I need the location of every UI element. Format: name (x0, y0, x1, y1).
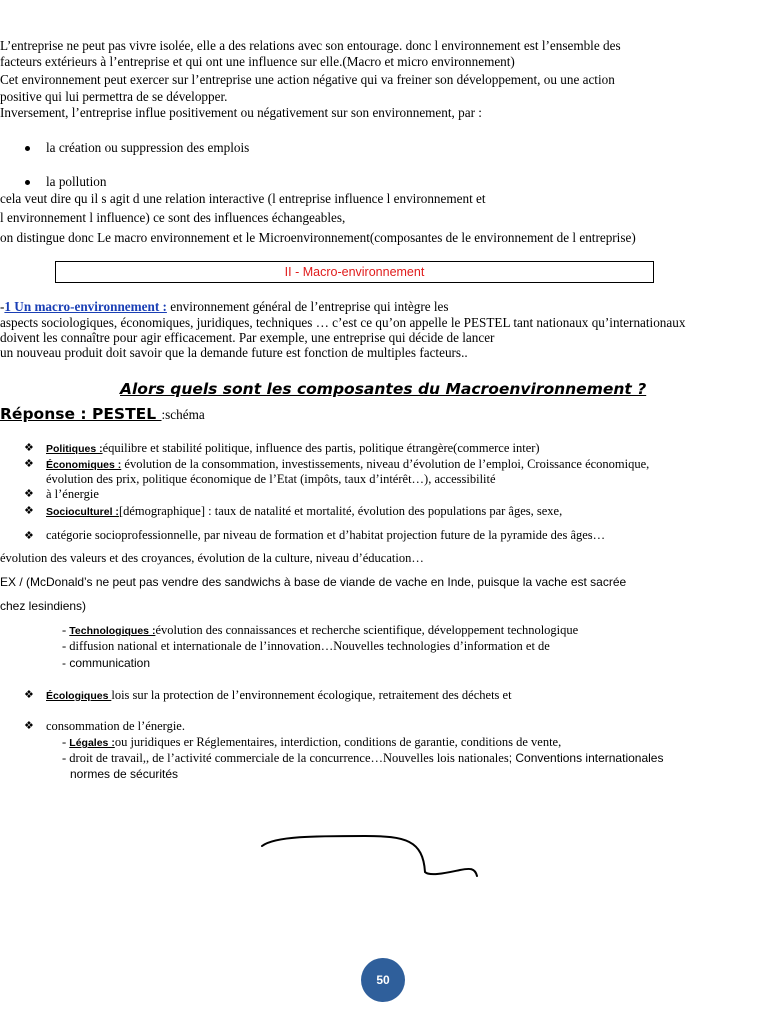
techno-label: Technologiques : (69, 625, 156, 637)
socio-label: Socioculturel : (46, 506, 119, 518)
bullet-dot-icon (25, 146, 30, 151)
macro-line-4: un nouveau produit doit savoir que la demande future est fonction de multiples facteurs.. (0, 345, 468, 360)
socio-line-3: évolution des valeurs et des croyances, évolution de la culture, niveau d’éducation… (0, 551, 424, 565)
handdrawn-path (262, 836, 477, 876)
example-line-1: EX / (McDonald’s ne peut pas vendre des sandwichs à base de viande de vache en Inde, puisque la vache est sacrée (0, 575, 627, 589)
politiques-text: équilibre et stabilité politique, influence des partis, politique étrangère(commerce inter) (102, 441, 540, 455)
macro-line-3: doivent les connaître pour agir efficacement. Par exemple, une entreprise qui décide de lancer (0, 330, 495, 345)
diamond-bullet-icon: ❖ (24, 442, 34, 454)
bullet-item: la pollution (46, 174, 107, 189)
after-bullets-line-2: l environnement l influence) ce sont des influences échangeables, (0, 210, 346, 225)
economiques-line-2: évolution des prix, politique économique de l’Etat (impôts, taux d’intérêt…), accessibilité (46, 472, 496, 486)
legal-line-2 (62, 751, 663, 766)
pestel-economiques (46, 457, 649, 472)
techno-text: évolution des connaissances et recherche scientifique, développement technologique (155, 623, 579, 637)
after-bullets-line-1: cela veut dire qu il s agit d une relation interactive (l entreprise influence l environnement et (0, 191, 486, 206)
pestel-politiques (46, 441, 540, 456)
question-heading: Alors quels sont les composantes du Macroenvironnement ? (120, 380, 647, 398)
diamond-bullet-icon: ❖ (24, 458, 34, 470)
diamond-bullet-icon: ❖ (24, 505, 34, 517)
pestel-technologiques (62, 623, 578, 638)
bullet-item: la création ou suppression des emplois (46, 140, 250, 155)
economiques-text: évolution de la consommation, investissements, niveau d’évolution de l’emploi, Croissance économique, (121, 457, 650, 471)
section-title: II - Macro-environnement (284, 265, 425, 279)
diamond-bullet-icon: ❖ (24, 530, 34, 542)
socio-line-2: catégorie socioprofessionnelle, par niveau de formation et d’habitat projection future de la pyramide des âges… (46, 528, 606, 542)
reponse-suffix: :schéma (161, 407, 205, 422)
intro-line-5: Inversement, l’entreprise influe positivement ou négativement sur son environnement, par : (0, 105, 482, 120)
macro-prefix: - (0, 299, 5, 314)
legal-label: Légales : (69, 737, 115, 749)
diamond-bullet-icon: ❖ (24, 720, 34, 732)
handdrawn-stroke (255, 832, 485, 882)
macro-line-2: aspects sociologiques, économiques, juridiques, techniques … c’est ce qu’on appelle le PESTEL tant nationaux qu’internationaux (0, 315, 686, 330)
diamond-bullet-icon: ❖ (24, 689, 34, 701)
macro-link[interactable]: 1 Un macro-environnement : (4, 299, 167, 314)
legal-line-2-b: ; Conventions internationales (508, 751, 664, 765)
eco-label: Écologiques (46, 690, 112, 702)
techno-line-2: - diffusion national et internationale de l’innovation…Nouvelles technologies d’information et de (62, 639, 550, 653)
legal-line-3: normes de sécurités (70, 767, 179, 781)
intro-line-2: facteurs extérieurs à l’entreprise et qui ont une influence sur elle.(Macro et micro environnement) (0, 54, 515, 69)
diamond-bullet-icon: ❖ (24, 488, 34, 500)
legal-line-2-a: - droit de travail,, de l’activité commerciale de la concurrence…Nouvelles lois nationales (62, 751, 509, 765)
macro-line-1 (0, 299, 449, 315)
example-line-2: chez lesindiens) (0, 599, 87, 613)
after-bullets-line-3: on distingue donc Le macro environnement et le Microenvironnement(composantes de le environnement de l entreprise) (0, 230, 636, 245)
energie-line: à l’énergie (46, 487, 99, 501)
socio-text: [démographique] : taux de natalité et mortalité, évolution des populations par âges, sexe, (118, 504, 563, 518)
legal-dash: - (62, 735, 70, 749)
economiques-label: Économiques : (46, 459, 122, 471)
bullet-dot-icon (25, 180, 30, 185)
intro-line-4: positive qui lui permettra de se développer. (0, 89, 228, 104)
eco-line-2: consommation de l’énergie. (46, 719, 185, 733)
pestel-ecologiques (46, 688, 512, 703)
page-number-badge: 50 (361, 958, 405, 1002)
pestel-legales (62, 735, 561, 750)
macro-line-1-text: environnement général de l’entreprise qui intègre les (166, 299, 449, 314)
eco-text: lois sur la protection de l’environnement écologique, retraitement des déchets et (111, 688, 512, 702)
reponse-line (0, 405, 205, 423)
politiques-label: Politiques : (46, 443, 103, 455)
intro-line-1: L’entreprise ne peut pas vivre isolée, elle a des relations avec son entourage. donc l environnement est l’ensemble des (0, 38, 621, 53)
section-title-box (55, 261, 654, 283)
legal-text: ou juridiques er Réglementaires, interdiction, conditions de garantie, conditions de vente, (114, 735, 562, 749)
intro-line-3: Cet environnement peut exercer sur l’entreprise une action négative qui va freiner son développement, ou une action (0, 72, 615, 87)
techno-dash: - (62, 623, 70, 637)
reponse-label: Réponse : PESTEL (0, 405, 162, 423)
techno-line-3: - communication (62, 656, 151, 670)
pestel-socioculturel (46, 504, 562, 519)
